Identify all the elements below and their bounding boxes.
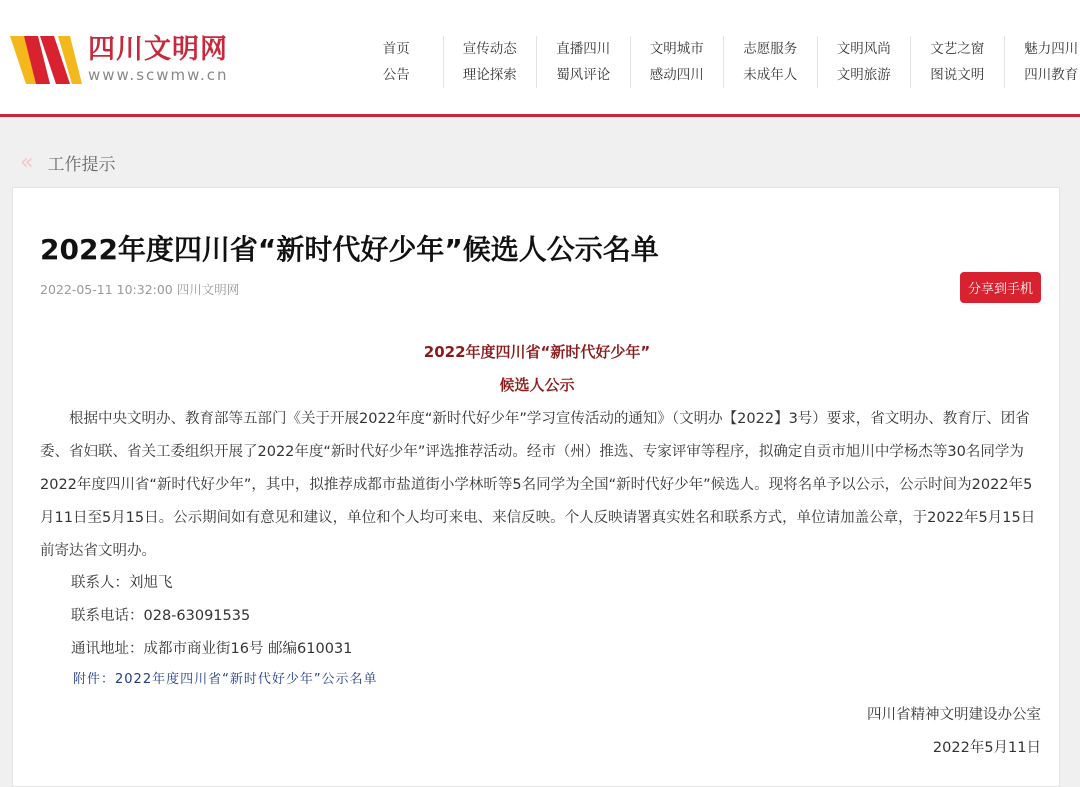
nav-item[interactable]: 宣传动态: [444, 36, 538, 62]
nav-item[interactable]: 文明旅游: [818, 62, 912, 88]
nav-item[interactable]: 公告: [350, 62, 444, 88]
contact-person: 联系人：刘旭飞: [71, 571, 173, 592]
double-chevron-left-icon[interactable]: «: [20, 150, 33, 175]
site-header: [0, 0, 1080, 117]
contact-phone: 联系电话：028-63091535: [71, 604, 250, 625]
nav-item[interactable]: 文明城市: [631, 36, 725, 62]
logo-mark-icon: [10, 34, 84, 86]
sign-date: 2022年5月11日: [933, 736, 1041, 757]
nav-item[interactable]: 蜀风评论: [537, 62, 631, 88]
site-name: 四川文明网: [88, 35, 229, 65]
nav-item[interactable]: 首页: [350, 36, 444, 62]
article-card: [12, 187, 1060, 787]
nav-item[interactable]: 直播四川: [537, 36, 631, 62]
nav-item[interactable]: 文明风尚: [818, 36, 912, 62]
share-to-mobile-button[interactable]: 分享到手机: [960, 272, 1041, 303]
nav-item[interactable]: 图说文明: [911, 62, 1005, 88]
breadcrumb: [20, 150, 115, 175]
attachment-link[interactable]: 附件：2022年度四川省“新时代好少年”公示名单: [73, 668, 378, 687]
contact-address: 通讯地址：成都市商业街16号 邮编610031: [71, 637, 352, 658]
article-title: 2022年度四川省“新时代好少年”候选人公示名单: [40, 228, 659, 268]
content-subtitle: 2022年度四川省“新时代好少年”: [13, 341, 1061, 362]
breadcrumb-category[interactable]: 工作提示: [47, 150, 115, 175]
nav-item[interactable]: 理论探索: [444, 62, 538, 88]
nav-item[interactable]: 未成年人: [724, 62, 818, 88]
site-logo[interactable]: [10, 34, 229, 86]
site-url: www.scwmw.cn: [88, 65, 229, 85]
signer: 四川省精神文明建设办公室: [867, 703, 1041, 724]
nav-item[interactable]: 志愿服务: [724, 36, 818, 62]
nav-item[interactable]: 文艺之窗: [911, 36, 1005, 62]
nav-item[interactable]: 魅力四川: [1005, 36, 1080, 62]
content-subtitle-2: 候选人公示: [13, 374, 1061, 395]
nav-item[interactable]: 感动四川: [631, 62, 725, 88]
article-meta: 2022-05-11 10:32:00 四川文明网: [40, 280, 239, 298]
main-nav: [350, 36, 1080, 88]
nav-item[interactable]: 四川教育: [1005, 62, 1080, 88]
article-body: 根据中央文明办、教育部等五部门《关于开展2022年度“新时代好少年”学习宣传活动的通知》（文明办【2022】3号）要求，省文明办、教育厅、团省委、省妇联、省关工委组织开展了2022年度“新时代好少年”评选推荐活动。经市（州）推选、专家评审等程序，拟确定自贡市旭川中学杨杰等30名同学为2022年度四川省“新时代好少年”，其中，拟推荐成都市盐道街小学林昕等5名同学为全国“新时代好少年”候选人。现将名单予以公示，公示时间为2022年5月11日至5月15日。公示期间如有意见和建议，单位和个人均可来电、来信反映。个人反映请署真实姓名和联系方式，单位请加盖公章，于2022年5月15日前寄达省文明办。: [40, 403, 1040, 568]
